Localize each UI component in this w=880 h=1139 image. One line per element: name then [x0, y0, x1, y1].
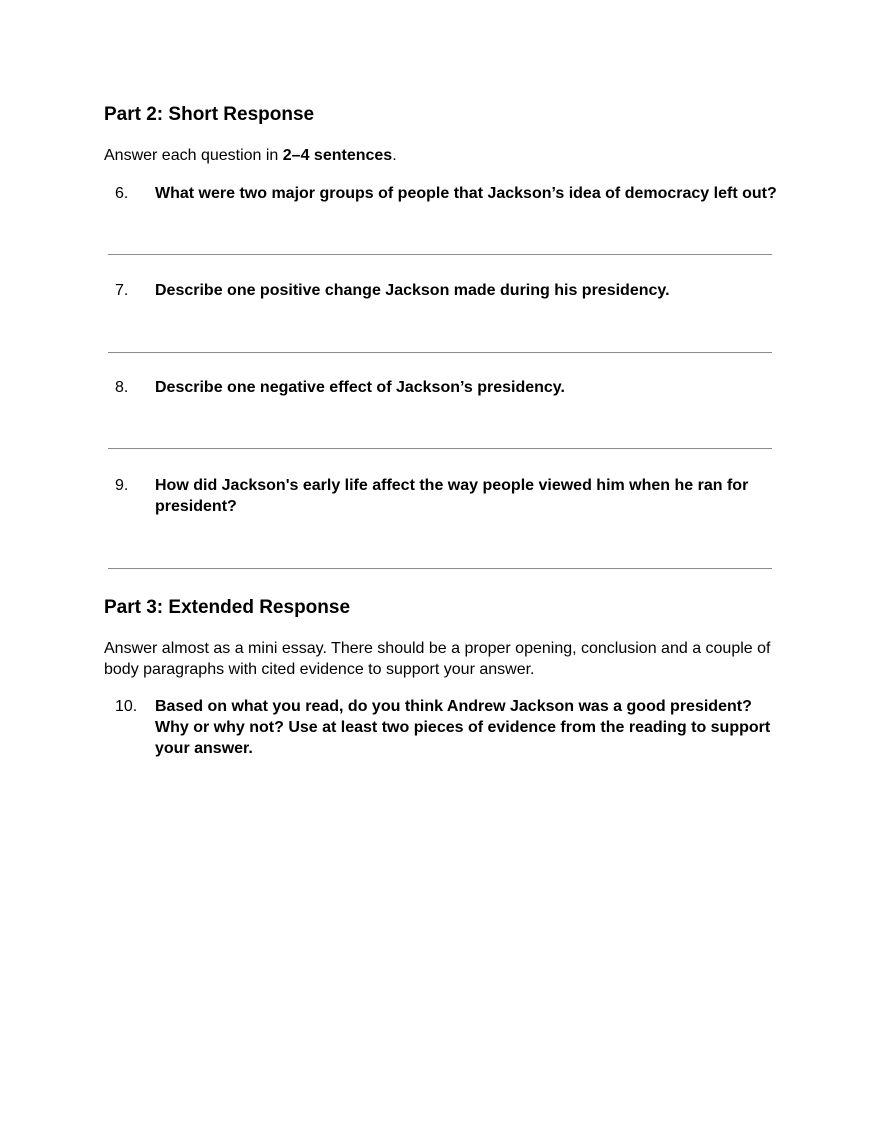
question-8 [104, 377, 784, 398]
question-10 [104, 696, 784, 759]
question-number: 7. [115, 282, 129, 299]
question-text: Based on what you read, do you think Andrew Jackson was a good president? Why or why not? Use at least two pieces of evidence from the reading to support your answer. [155, 698, 771, 757]
question-7 [104, 280, 784, 301]
question-6 [104, 183, 784, 204]
part3-instruction: Answer almost as a mini essay. There should be a proper opening, conclusion and a couple of body paragraphs with cited evidence to support your answer. [104, 640, 771, 678]
question-text: Describe one negative effect of Jackson’s presidency. [155, 379, 565, 396]
part2-instruction-prefix: Answer each question in [104, 147, 283, 164]
part2-instruction-bold: 2–4 sentences [282, 147, 393, 164]
question-number: 6. [115, 185, 129, 202]
answer-line-6[interactable] [108, 254, 772, 255]
question-number: 8. [115, 379, 129, 396]
part2-instruction [104, 145, 784, 166]
part2-instruction-suffix: . [392, 147, 397, 164]
answer-line-9[interactable] [108, 568, 772, 569]
question-text: What were two major groups of people that Jackson’s idea of democracy left out? [155, 185, 777, 202]
part2-heading: Part 2: Short Response [104, 104, 315, 125]
question-text: Describe one positive change Jackson made during his presidency. [155, 282, 670, 299]
question-text: How did Jackson's early life affect the way people viewed him when he ran for president? [155, 477, 749, 515]
question-9 [104, 475, 784, 517]
answer-line-8[interactable] [108, 448, 772, 449]
answer-line-7[interactable] [108, 352, 772, 353]
question-number: 9. [115, 477, 129, 494]
part3-heading: Part 3: Extended Response [104, 597, 351, 618]
question-number: 10. [115, 698, 138, 715]
